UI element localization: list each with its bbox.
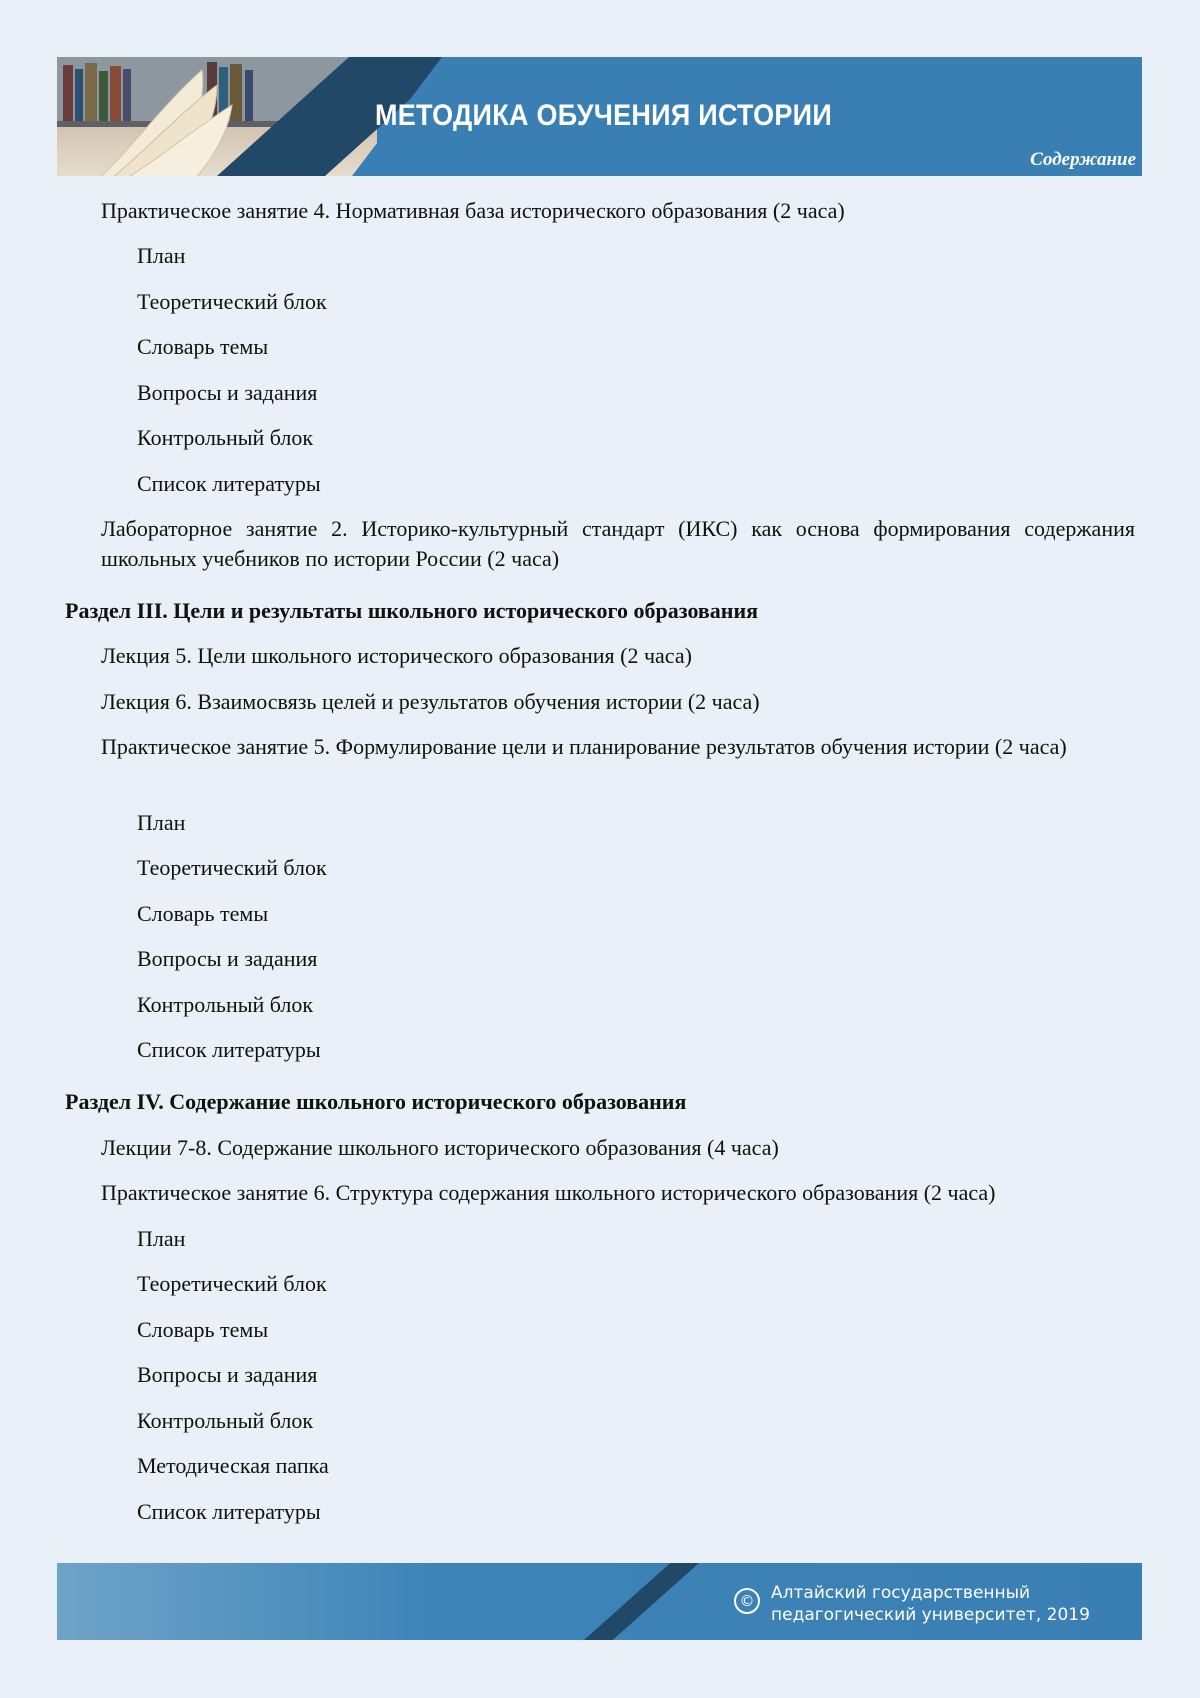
toc-item-practical-6[interactable]: Практическое занятие 6. Структура содержания школьного исторического образования (2 часа): [101, 1178, 996, 1208]
header-banner: [57, 57, 1142, 176]
toc-item-practical-5[interactable]: Практическое занятие 5. Формулирование цели и планирование результатов обучения истории (2 часа): [101, 732, 1135, 762]
toc-subitem-glossary[interactable]: Словарь темы: [137, 899, 268, 929]
footer-organization: [771, 1582, 1090, 1626]
footer-banner: [57, 1563, 1142, 1640]
toc-item-lectures-7-8[interactable]: Лекции 7-8. Содержание школьного исторического образования (4 часа): [101, 1133, 779, 1163]
footer-org-line1: Алтайский государственный: [771, 1582, 1090, 1604]
toc-subitem-literature[interactable]: Список литературы: [137, 469, 321, 499]
toc-subitem-theory[interactable]: Теоретический блок: [137, 853, 327, 883]
toc-subitem-method-folder[interactable]: Методическая папка: [137, 1451, 329, 1481]
toc-section-4[interactable]: Раздел IV. Содержание школьного исторического образования: [65, 1087, 686, 1117]
toc-item-lab-2[interactable]: Лабораторное занятие 2. Историко-культурный стандарт (ИКС) как основа формирования содержания школьных учебников по истории России (2 часа): [101, 514, 1135, 574]
copyright-icon: ©: [734, 1588, 760, 1614]
toc-subitem-questions[interactable]: Вопросы и задания: [137, 944, 317, 974]
toc-subitem-glossary[interactable]: Словарь темы: [137, 332, 268, 362]
toc-subitem-questions[interactable]: Вопросы и задания: [137, 1360, 317, 1390]
toc-item-practical-4[interactable]: Практическое занятие 4. Нормативная база исторического образования (2 часа): [101, 196, 845, 226]
toc-item-lecture-5[interactable]: Лекция 5. Цели школьного исторического образования (2 часа): [101, 641, 692, 671]
toc-subitem-literature[interactable]: Список литературы: [137, 1035, 321, 1065]
toc-subitem-control[interactable]: Контрольный блок: [137, 423, 313, 453]
toc-subitem-plan[interactable]: План: [137, 1224, 185, 1254]
toc-subitem-control[interactable]: Контрольный блок: [137, 990, 313, 1020]
contents-link[interactable]: Содержание: [1030, 149, 1136, 171]
footer-diagonal-stripe: [584, 1563, 699, 1640]
toc-subitem-glossary[interactable]: Словарь темы: [137, 1315, 268, 1345]
toc-subitem-theory[interactable]: Теоретический блок: [137, 287, 327, 317]
toc-subitem-questions[interactable]: Вопросы и задания: [137, 378, 317, 408]
page-title: МЕТОДИКА ОБУЧЕНИЯ ИСТОРИИ: [375, 99, 832, 133]
toc-subitem-literature[interactable]: Список литературы: [137, 1497, 321, 1527]
toc-subitem-theory[interactable]: Теоретический блок: [137, 1269, 327, 1299]
toc-subitem-plan[interactable]: План: [137, 241, 185, 271]
toc-item-lecture-6[interactable]: Лекция 6. Взаимосвязь целей и результатов обучения истории (2 часа): [101, 687, 760, 717]
toc-subitem-control[interactable]: Контрольный блок: [137, 1406, 313, 1436]
footer-org-line2: педагогический университет, 2019: [771, 1604, 1090, 1626]
toc-section-3[interactable]: Раздел III. Цели и результаты школьного исторического образования: [65, 596, 758, 626]
toc-subitem-plan[interactable]: План: [137, 808, 185, 838]
